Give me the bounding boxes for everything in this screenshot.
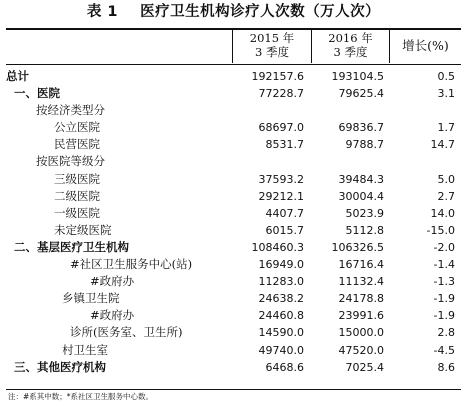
- col-2015-year: 2015 年: [249, 31, 295, 45]
- row-label: 一级医院: [54, 205, 100, 220]
- value-2015: 24460.8: [258, 309, 304, 323]
- value-2015: 14590.0: [258, 326, 304, 340]
- value-2016: 5112.8: [345, 223, 384, 237]
- value-2015: 108460.3: [251, 240, 304, 254]
- value-2015: 4407.7: [265, 206, 304, 220]
- row-label: #政府办: [90, 274, 135, 289]
- value-2016: 23991.6: [338, 309, 384, 323]
- row-label: 村卫生室: [62, 342, 108, 357]
- row-label: 二、基层医疗卫生机构: [14, 239, 129, 254]
- row-label: 诊所(医务室、卫生所): [70, 325, 183, 340]
- growth-value: 2.8: [437, 326, 455, 340]
- growth-value: 14.0: [430, 206, 455, 220]
- col-2015-header: [233, 31, 311, 59]
- growth-value: 8.6: [437, 360, 455, 374]
- value-2016: 9788.7: [345, 138, 384, 152]
- row-label: 乡镇卫生院: [62, 291, 120, 306]
- top-rule: [6, 28, 461, 30]
- growth-value: 1.7: [437, 121, 455, 135]
- value-2016: 5023.9: [345, 206, 384, 220]
- value-2016: 193104.5: [331, 70, 384, 83]
- row-label: 民营医院: [54, 137, 100, 152]
- table-body: [6, 68, 461, 376]
- value-2015: 29212.1: [258, 189, 304, 203]
- table-row: [6, 307, 461, 324]
- row-label: 按经济类型分: [36, 103, 105, 118]
- table-row: [6, 290, 461, 307]
- row-label: 二级医院: [54, 188, 100, 203]
- growth-value: -1.4: [433, 258, 455, 272]
- value-2016: 39484.3: [338, 172, 384, 186]
- value-2015: 77228.7: [258, 87, 304, 101]
- growth-value: 0.5: [437, 70, 455, 83]
- table-row: [6, 205, 461, 222]
- col-2016-year: 2016 年: [328, 31, 373, 45]
- growth-value: -1.9: [433, 309, 455, 323]
- value-2015: 6468.6: [265, 360, 304, 374]
- row-label: 未定级医院: [54, 222, 112, 237]
- growth-value: -4.5: [433, 343, 455, 357]
- value-2015: 68697.0: [258, 121, 304, 135]
- row-label: 三、其他医疗机构: [14, 359, 106, 374]
- table-row: [6, 188, 461, 205]
- growth-value: -1.9: [433, 292, 455, 306]
- table-row: [6, 239, 461, 256]
- value-2016: 7025.4: [345, 360, 384, 374]
- growth-value: 5.0: [437, 172, 455, 186]
- table-row: [6, 359, 461, 376]
- growth-value: -1.3: [433, 275, 455, 289]
- value-2016: 106326.5: [331, 240, 384, 254]
- table-row: [6, 68, 461, 85]
- col-2016-header: [312, 31, 389, 59]
- value-2016: 15000.0: [338, 326, 384, 340]
- growth-value: 2.7: [437, 189, 455, 203]
- table-row: [6, 324, 461, 341]
- growth-value: -15.0: [426, 223, 455, 237]
- value-2016: 30004.4: [338, 189, 384, 203]
- growth-value: 14.7: [430, 138, 455, 152]
- value-2016: 69836.7: [338, 121, 384, 135]
- growth-value: -2.0: [433, 240, 455, 254]
- table-row: [6, 273, 461, 290]
- col-growth-header: 增长(%): [402, 38, 449, 53]
- table-row: [6, 256, 461, 273]
- footnote: 注：#系其中数；*系社区卫生服务中心数。: [8, 392, 154, 401]
- value-2015: 37593.2: [258, 172, 304, 186]
- value-2015: 6015.7: [265, 223, 304, 237]
- value-2016: 24178.8: [338, 292, 384, 306]
- table-row: [6, 222, 461, 239]
- growth-value: 3.1: [437, 87, 455, 101]
- value-2015: 11283.0: [258, 275, 304, 289]
- value-2015: 192157.6: [251, 70, 304, 83]
- table-row: [6, 136, 461, 153]
- table-row: [6, 102, 461, 119]
- table-row: [6, 153, 461, 170]
- row-label: 公立医院: [54, 120, 100, 135]
- row-label: 总计: [6, 69, 29, 83]
- row-label: 三级医院: [54, 171, 100, 186]
- value-2015: 16949.0: [258, 258, 304, 272]
- row-label: 按医院等级分: [36, 154, 105, 169]
- value-2015: 24638.2: [258, 292, 304, 306]
- table-row: [6, 85, 461, 102]
- table-title: 表 1 医疗卫生机构诊疗人次数（万人次）: [86, 4, 381, 20]
- row-label: #社区卫生服务中心(站): [70, 257, 193, 272]
- table-row: [6, 171, 461, 188]
- col-2016-quarter: 3 季度: [333, 45, 368, 59]
- col-2015-quarter: 3 季度: [255, 45, 289, 59]
- row-label: #政府办: [90, 308, 135, 323]
- table-row: [6, 342, 461, 359]
- bottom-rule: [6, 389, 461, 390]
- table-row: [6, 119, 461, 136]
- value-2016: 16716.4: [338, 258, 384, 272]
- row-label: 一、医院: [14, 86, 60, 101]
- value-2015: 8531.7: [265, 138, 304, 152]
- header-rule: [6, 64, 461, 65]
- value-2015: 49740.0: [258, 343, 304, 357]
- value-2016: 47520.0: [338, 343, 384, 357]
- value-2016: 11132.4: [338, 275, 384, 289]
- value-2016: 79625.4: [338, 87, 384, 101]
